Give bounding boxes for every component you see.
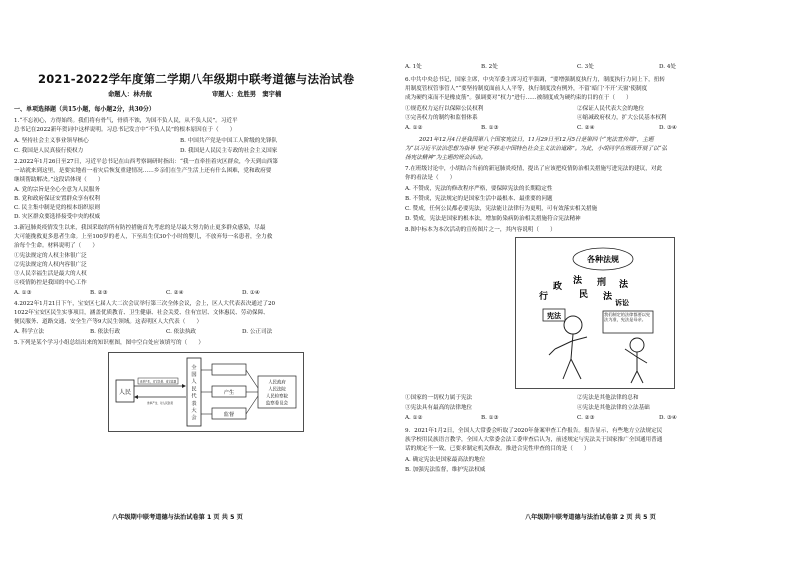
produce-box-label: 产生 — [223, 390, 235, 396]
question-3-line-1: 3.新冠肺炎疫情发生以来，我国采取的所有防控措施首先考虑的是尽最大努力防止更多群众感染，尽最 — [14, 225, 266, 231]
question-9-option-a: A. 确定宪法是国家最高法的地位 — [405, 457, 486, 463]
question-6-statement-4: ④缩减政府权力，扩大公民基本权利 — [577, 115, 667, 121]
organ-procuratorate: 人民检察院 — [266, 394, 288, 400]
npc-label-char: 人 — [191, 379, 197, 386]
question-4-line-3: 便民服务、道路交通、安全生产等9大民生领域。这表明区人大代表（ ） — [14, 319, 203, 325]
page-2-footer: 八年级期中联考道德与法治试卷第 2 页 共 5 页 — [525, 514, 656, 521]
question-4-line-2: 1022年宝安区民生实事项目，涵盖优质教育、卫生健康、社会关爱、住有宜居、文体惠民、劳动保障、 — [14, 310, 269, 316]
question-8-statement-1: ①国家的一切权力属于宪法 — [405, 395, 473, 401]
question-6-statement-3: ③完善权力的制约和监督体系 — [405, 115, 478, 121]
question-3-option-b: B. ②③ — [90, 290, 108, 296]
question-8-option-a: A. ①② — [405, 415, 423, 421]
npc-label-char: 表 — [191, 400, 197, 407]
question-6-option-d: D. ③④ — [659, 125, 677, 131]
question-2-line-1: 2.2022年1月26日至27日，习近平总书记在山西考察调研时指出：“我一直牵挂着灾区群众，今天到山西第 — [14, 159, 278, 165]
npc-label-char: 代 — [191, 393, 197, 400]
npc-label-char: 国 — [191, 372, 197, 378]
question-8-option-b: B. ①③ — [481, 415, 499, 421]
arrow-upper-label: 选举产生，对它负责、受它监督 — [139, 380, 177, 384]
question-3-line-3: 治每个生命。材料说明了（ ） — [14, 243, 98, 249]
page-2 — [397, 0, 794, 561]
arrow-head-upper — [182, 384, 186, 388]
question-2-line-3: 继续帮助解决。”这段话体现（ ） — [14, 177, 104, 183]
question-5-option-a: A. 1处 — [405, 64, 422, 70]
question-4-line-1: 4.2022年1月21日下午，宝安区七届人大二次会议举行第三次全体会议，会上，区人大代表表决通过了20 — [14, 301, 276, 307]
question-4-option-a: A. 科学立法 — [14, 329, 44, 335]
background-line-2: 为“以习近平法治思想为指导 坚定不移走中国特色社会主义法治道路”。为此，小胡同学在班级开展了以“弘 — [405, 146, 668, 152]
people-label: 人民 — [118, 389, 132, 396]
question-8-statement-2: ②宪法是其他法律的总和 — [577, 395, 639, 401]
setter-name: 命题人：林舟航 — [108, 91, 153, 98]
law-word-1: 行 — [539, 292, 549, 302]
constitution-figure — [549, 316, 587, 379]
law-word-3: 法 — [573, 276, 583, 286]
question-3-statement-3: ③人民幸福生活是最大的人权 — [14, 271, 87, 277]
question-3-statement-2: ②宪法规定的人权内容很广泛 — [14, 262, 87, 268]
question-6-option-a: A. ①② — [405, 125, 423, 131]
supervise-box-label: 监督 — [223, 412, 235, 418]
question-5-option-d: D. 4处 — [659, 64, 676, 70]
question-9-line-1: 9．2021年1月2日，全国人大常委会听取了2020年备案审查工作报告。报告显示，有些地方立法规定民 — [405, 428, 663, 434]
npc-label-char: 民 — [191, 386, 197, 393]
law-word-5: 刑 — [597, 278, 607, 288]
question-6-line-2: 用制度管权管事管人”“要坚持制度面前人人平等，执行制度没有例外，不留‘暗门’不开‘天窗’使制度 — [405, 86, 648, 92]
reviewer-names: 审题人：危胜男 窦宇楠 — [212, 91, 282, 98]
question-2-line-2: 一站就来到这里，是要实地看一看灾后恢复重建情况……乡亲们在生产生活上还有什么困难，党和政府要 — [14, 168, 272, 174]
question-9-option-b: B. 加强宪法监督，维护宪法权威 — [405, 467, 486, 473]
law-word-2: 政 — [553, 282, 563, 292]
question-7-option-a: A. 不赞成，宪法的修改程序严格，要保障宪法的长期稳定性 — [405, 186, 553, 192]
question-8-stem: 8.图中标本为本次活动的宣传图片之一，其内容说明（ ） — [405, 227, 556, 233]
question-3-option-a: A. ①③ — [14, 290, 32, 296]
law-word-4: 民 — [579, 290, 589, 300]
question-8-option-d: D. ③④ — [659, 415, 677, 421]
speech-bubble-text: 各种法规 — [587, 255, 619, 264]
question-9-line-2: 族学校用民族语言教学，全国人大常委会法工委审查后认为，前述规定与宪法关于国家推广全国通用普通 — [405, 437, 663, 443]
page-1-footer: 八年级期中联考道德与法治试卷第 1 页 共 5 页 — [112, 514, 243, 521]
knowledge-diagram — [108, 352, 304, 432]
question-3-statement-1: ①宪法规定的人权主体很广泛 — [14, 253, 87, 259]
question-5-option-b: B. 2处 — [481, 64, 498, 70]
organ-government: 人民政府 — [268, 380, 286, 386]
teacher-note: 我们制定的法律都要以宪法为准，宪法是母亲。 — [604, 312, 651, 322]
people-box — [116, 380, 134, 402]
question-4-option-c: C. 依法执政 — [166, 329, 197, 335]
question-3-line-2: 大可能挽救更多患者生命。上至100岁的老人，下至出生仅30个小时的婴儿，不放弃每一名患者，全力救 — [14, 234, 273, 240]
npc-label-char: 会 — [191, 415, 197, 422]
question-8-statement-3: ③宪法具有最高的法律地位 — [405, 405, 473, 411]
question-3-statement-4: ④疫情防控是我国的中心工作 — [14, 280, 87, 286]
question-4-option-d: D. 公正司法 — [242, 329, 273, 335]
law-word-7: 法 — [619, 280, 629, 290]
question-6-line-3: 成为硬约束而不是橡皮筋”。强调要对“权力”进行……被制度成为硬约束的目的在于（ ） — [405, 95, 632, 101]
question-6-statement-1: ①规范权力运行以保障公民权利 — [405, 106, 484, 112]
question-4-option-b: B. 依法行政 — [90, 329, 121, 335]
question-7-option-c: C. 赞成，任何公民都必要宪法，宪法能让法律行为更明，可有效落实相关措施 — [405, 206, 598, 212]
question-3-option-c: C. ②④ — [166, 290, 184, 296]
question-1-option-a: A. 坚持社会主义事业领导核心 — [14, 138, 89, 144]
question-9-line-3: 话的规定不一致，已要求制定机关修改。推进合宪性审查的目的是（ ） — [405, 446, 590, 452]
exam-title: 2021-2022学年度第二学期八年级期中联考道德与法治试卷 — [38, 72, 355, 86]
npc-label-char: 全 — [191, 364, 197, 371]
question-2-option-b: B. 党和政府保证安置群众享有权利 — [14, 196, 100, 202]
question-1-option-b: B. 中国共产党是中国工人阶级的先锋队 — [180, 138, 278, 144]
law-cartoon — [515, 237, 675, 389]
question-7-line-2: 你的看法是（ ） — [405, 175, 456, 181]
question-3-option-d: D. ①④ — [242, 290, 260, 296]
question-7-line-1: 7.在班级讨论中，小胡结合当前的新冠肺炎疫情，提出了应该把疫情防治相关措施写进宪法的建议，对此 — [405, 166, 663, 172]
background-line-1: 2021年12月4日是我国第八个国家宪法日，11月29日至12月5日是第四个“宪法宣传周”，主题 — [419, 137, 654, 143]
section-heading: 一、单项选择题（共15小题，每小题2分，共30分） — [14, 106, 155, 113]
question-2-option-c: C. 民主集中制是党的根本组织原则 — [14, 205, 100, 211]
npc-box — [187, 358, 201, 426]
question-1-line-1: 1.“不忘初心，方得始终。我们将有骨气，骨质不蚀，为国不负人民，从不负人民”。习近平 — [14, 118, 238, 124]
blank-box-1 — [212, 364, 246, 375]
question-7-option-b: B. 不赞成，宪法规定的是国家生活中最根本、最重要的问题 — [405, 196, 553, 202]
arrow-head-lower — [134, 395, 138, 399]
law-word-6: 法 — [603, 292, 613, 302]
question-6-option-b: B. ①③ — [481, 125, 499, 131]
question-7-option-d: D. 赞成，宪法是国家的根本法，增加防染病防治相关措施符合宪法精神 — [405, 216, 581, 222]
npc-label — [191, 363, 197, 421]
organ-court: 人民法院 — [268, 387, 286, 393]
constitution-sign-text: 宪法 — [547, 312, 561, 320]
question-8-statement-4: ④宪法是其他法律的立法基础 — [577, 405, 650, 411]
organ-supervision: 监察委员会 — [266, 401, 288, 407]
npc-label-char: 大 — [191, 408, 197, 414]
question-1-option-d: D. 我国是人民民主专政的社会主义国家 — [180, 148, 278, 154]
question-1-line-2: 总书记在2022新年贺词中这样说明。习总书记发言中“不负人民”的根本原因在于（ ） — [14, 127, 236, 133]
teacher-figure — [625, 338, 647, 383]
question-2-option-a: A. 党的宗旨是全心全意为人民服务 — [14, 187, 100, 193]
background-line-3: 扬宪法精神”为主题的班会活动。 — [405, 155, 487, 161]
question-1-option-c: C. 我国是人民真接行使权力 — [14, 148, 84, 154]
question-8-option-c: C. ②③ — [577, 415, 595, 421]
question-6-option-c: C. ②④ — [577, 125, 595, 131]
question-6-line-1: 6.中共中央总书记，国家主席，中央军委主席习近平强调，“要增强制度执行力，制度执行力同上下，扭转 — [405, 77, 665, 83]
arrow-lower-label: 选举产生、对人民负责 — [147, 402, 173, 405]
question-5-stem: 5.下列是某个学习小组总结出来的知识框图，图中空白处应该填写的（ ） — [14, 340, 204, 346]
question-2-option-d: D. 灾区群众要选择接受中央的权威 — [14, 214, 101, 220]
law-word-8: 诉讼 — [615, 299, 629, 307]
question-5-option-c: C. 3处 — [577, 64, 594, 70]
question-6-statement-2: ②保证人民代表大会的地位 — [577, 106, 645, 112]
